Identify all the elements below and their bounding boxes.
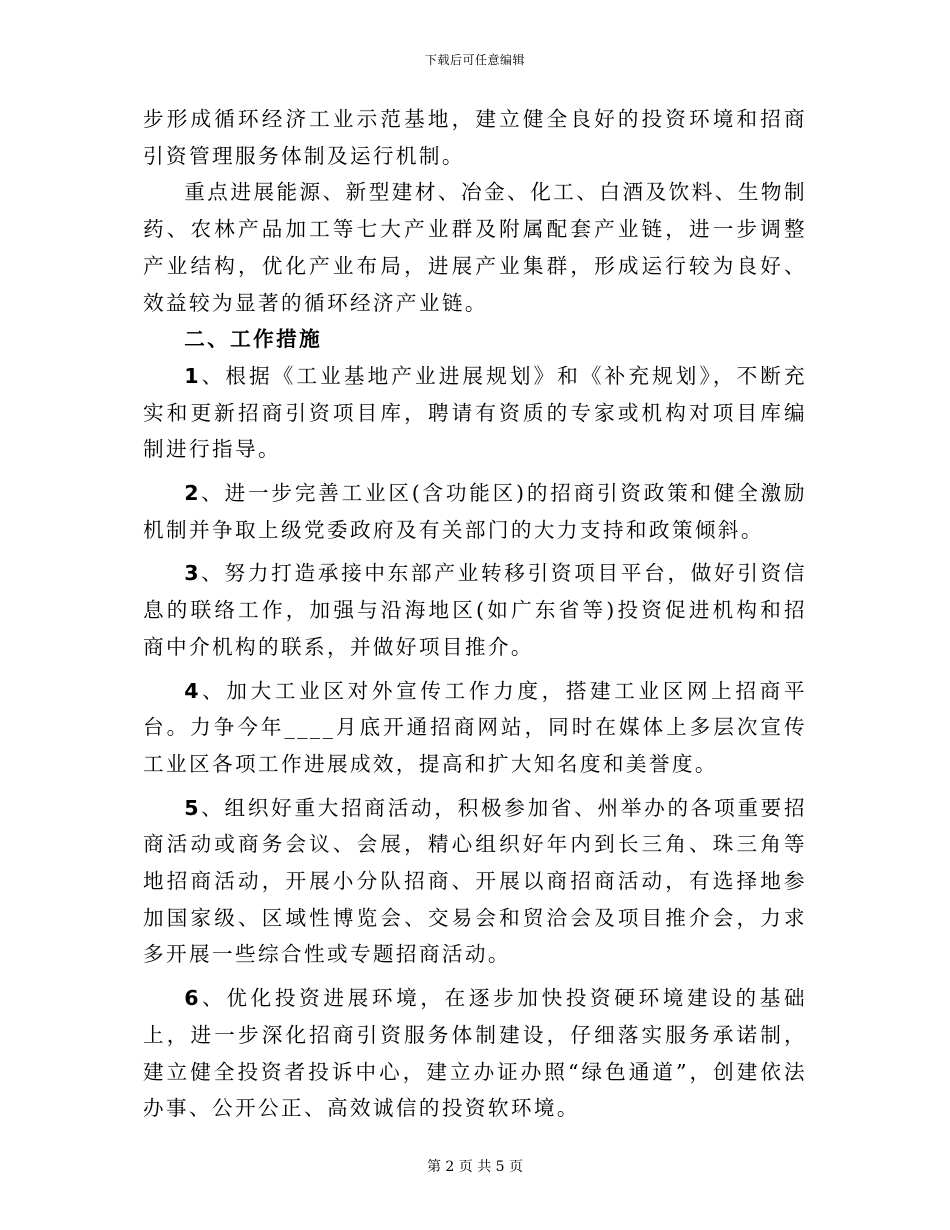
measure-text: 、加大工业区对外宣传工作力度，搭建工业区网上招商平台。力争今年____月底开通招商网站，同时在媒体上多层次宣传工业区各项工作进展成效，提高和扩大知名度和美誉度。 — [143, 678, 807, 776]
measure-text: 、优化投资进展环境，在逐步加快投资硬环境建设的基础上，进一步深化招商引资服务体制建设，仔细落实服务承诺制，建立健全投资者投诉中心，建立办证办照“绿色通道”，创建依法办事、公开公正、高效诚信的投资软环境。 — [143, 986, 807, 1121]
section-heading: 二、工作措施 — [184, 327, 323, 352]
page-footer: 第 2 页 共 5 页 — [426, 1159, 524, 1175]
measure-item-6 — [143, 980, 807, 1127]
page-header: 下载后可任意编辑 — [424, 53, 525, 67]
measure-number: 4 — [184, 678, 201, 703]
paragraph-industries: 重点进展能源、新型建材、冶金、化工、白酒及饮料、生物制药、农林产品加工等七大产业群及附属配套产业链，进一步调整产业结构，优化产业布局，进展产业集群，形成运行较为良好、效益较为显著的循环经济产业链。 — [143, 180, 807, 315]
measure-number: 6 — [184, 986, 201, 1011]
measure-text: 、进一步完善工业区(含功能区)的招商引资政策和健全激励机制并争取上级党委政府及有关部门的大力支持和政策倾斜。 — [143, 481, 807, 542]
paragraph-continuation: 步形成循环经济工业示范基地，建立健全良好的投资环境和招商引资管理服务体制及运行机制。 — [143, 107, 807, 168]
measure-item-1 — [143, 358, 807, 468]
measure-number: 5 — [184, 795, 201, 820]
measure-item-3 — [143, 555, 807, 665]
measure-item-4 — [143, 673, 807, 783]
measure-number: 1 — [184, 363, 201, 388]
measure-item-2 — [143, 475, 807, 548]
document-body — [143, 101, 807, 1127]
measure-number: 2 — [184, 481, 201, 506]
measure-text: 、努力打造承接中东部产业转移引资项目平台，做好引资信息的联络工作，加强与沿海地区(如广东省等)投资促进机构和招商中介机构的联系，并做好项目推介。 — [143, 561, 807, 659]
measure-number: 3 — [184, 561, 201, 586]
measure-text: 、组织好重大招商活动，积极参加省、州举办的各项重要招商活动或商务会议、会展，精心组织好年内到长三角、珠三角等地招商活动，开展小分队招商、开展以商招商活动，有选择地参加国家级、区域性博览会、交易会和贸洽会及项目推介会，力求多开展一些综合性或专题招商活动。 — [143, 795, 807, 967]
measure-text: 、根据《工业基地产业进展规划》和《补充规划》，不断充实和更新招商引资项目库，聘请有资质的专家或机构对项目库编制进行指导。 — [143, 363, 807, 462]
measure-item-5 — [143, 790, 807, 974]
